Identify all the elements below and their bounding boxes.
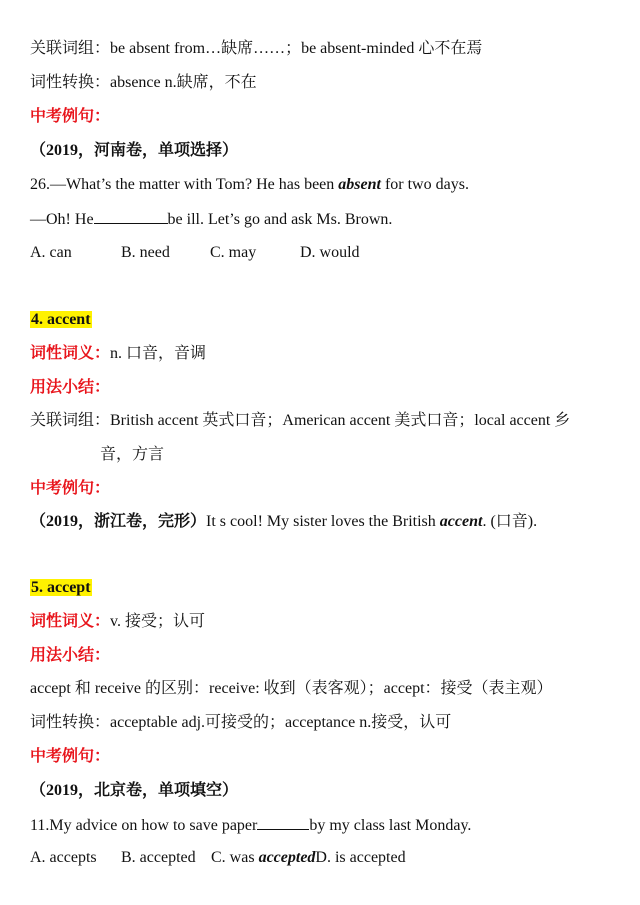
option-d: D. would bbox=[300, 244, 360, 261]
related-phrases-accent-cont: 音，方言 bbox=[100, 446, 165, 463]
question-11 bbox=[30, 814, 622, 837]
meaning-text: v. 接受；认可 bbox=[110, 613, 205, 630]
example-label: 中考例句： bbox=[30, 748, 111, 765]
accept-receive-difference: accept 和 receive 的区别：receive: 收到（表客观）；accept：接受（表主观） bbox=[30, 680, 553, 697]
keyword-accepted: accepted bbox=[258, 849, 316, 866]
word-conversion-accept: 词性转换：acceptable adj.可接受的；acceptance n.接受，认可 bbox=[30, 714, 452, 731]
question-text: 26.—What’s the matter with Tom? He has been bbox=[30, 176, 339, 193]
heading-accept bbox=[30, 577, 622, 599]
section-heading: 5. accept bbox=[31, 579, 91, 596]
answer-text: —Oh! He bbox=[30, 211, 94, 228]
example-label: 中考例句： bbox=[30, 108, 111, 125]
option-c bbox=[211, 849, 315, 866]
option-c-text: C. was bbox=[211, 849, 259, 866]
keyword-accent: accent bbox=[439, 513, 483, 530]
option-a: A. can bbox=[30, 244, 72, 261]
question-26 bbox=[30, 174, 622, 196]
example-label: 中考例句： bbox=[30, 480, 111, 497]
answer-blank bbox=[257, 814, 309, 830]
option-c: C. may bbox=[210, 244, 257, 261]
section-heading: 4. accent bbox=[31, 311, 91, 328]
answer-text: be ill. Let’s go and ask Ms. Brown. bbox=[167, 211, 393, 228]
option-a: A. accepts bbox=[30, 849, 97, 866]
options-11 bbox=[30, 847, 622, 869]
meaning-accent bbox=[30, 343, 622, 365]
word-conversion-absent: 词性转换：absence n.缺席，不在 bbox=[30, 74, 257, 91]
keyword-absent: absent bbox=[338, 176, 381, 193]
options-26 bbox=[30, 242, 622, 264]
meaning-label: 词性词义： bbox=[30, 345, 111, 362]
example-text: It s cool! My sister loves the British bbox=[206, 513, 440, 530]
answer-line bbox=[30, 208, 622, 231]
example-source: （2019，河南卷，单项选择） bbox=[30, 142, 239, 159]
usage-label: 用法小结： bbox=[30, 647, 111, 664]
option-b: B. need bbox=[121, 244, 170, 261]
question-text: 11.My advice on how to save paper bbox=[30, 817, 258, 834]
example-text: . (口音). bbox=[482, 513, 538, 530]
usage-label: 用法小结： bbox=[30, 379, 111, 396]
related-phrases-absent: 关联词组：be absent from…缺席……；be absent-minded 心不在焉 bbox=[30, 40, 483, 57]
related-phrases-accent: 关联词组：British accent 英式口音；American accent 美式口音；local accent 乡 bbox=[30, 412, 571, 429]
heading-accent bbox=[30, 309, 622, 331]
example-accent bbox=[30, 511, 622, 533]
option-d: D. is accepted bbox=[315, 849, 406, 866]
question-text: for two days. bbox=[380, 176, 469, 193]
option-b: B. accepted bbox=[121, 849, 196, 866]
example-source: （2019，北京卷，单项填空） bbox=[30, 782, 239, 799]
meaning-accept bbox=[30, 611, 622, 633]
meaning-label: 词性词义： bbox=[30, 613, 111, 630]
meaning-text: n. 口音，音调 bbox=[110, 345, 207, 362]
answer-blank bbox=[94, 208, 168, 224]
question-text: by my class last Monday. bbox=[309, 817, 472, 834]
example-source: （2019，浙江卷，完形） bbox=[30, 513, 207, 530]
